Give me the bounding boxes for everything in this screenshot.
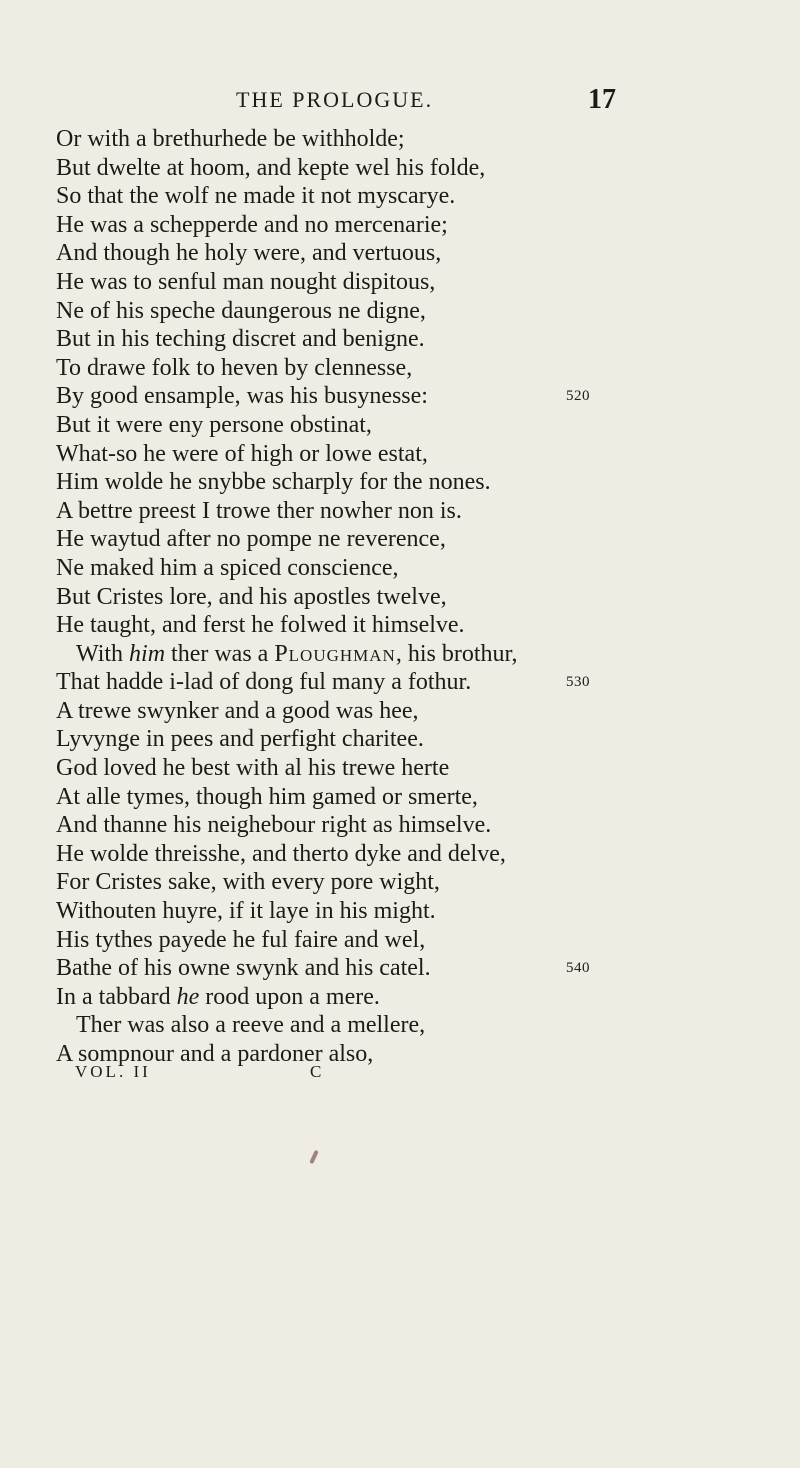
verse-text: He wolde threisshe, and therto dyke and delve,: [56, 840, 506, 867]
verse-line: [56, 325, 696, 354]
verse-text: Ther was also a reeve and a mellere,: [76, 1012, 426, 1039]
verse-line: [56, 354, 696, 383]
verse-line: [56, 554, 696, 583]
running-title: THE PROLOGUE.: [236, 87, 434, 112]
verse-line: [56, 725, 696, 754]
verse-line: [56, 811, 696, 840]
line-number: 530: [566, 674, 590, 691]
verse-line: [56, 239, 696, 268]
verse-text: By good ensample, was his busynesse:: [56, 383, 428, 410]
verse-block: [56, 125, 696, 1069]
verse-text: But Cristes lore, and his apostles twelve,: [56, 583, 447, 610]
verse-text: That hadde i-lad of dong ful many a fothur.: [56, 669, 472, 696]
verse-text: For Cristes sake, with every pore wight,: [56, 869, 440, 896]
verse-text: A bettre preest I trowe ther nowher non is.: [56, 497, 462, 524]
verse-line: [56, 640, 696, 669]
verse-line: [56, 268, 696, 297]
verse-text: Bathe of his owne swynk and his catel.: [56, 955, 431, 982]
verse-line: [56, 211, 696, 240]
verse-line: [56, 840, 696, 869]
verse-line: [56, 468, 696, 497]
verse-line: [56, 668, 696, 697]
verse-text: But dwelte at hoom, and kepte wel his folde,: [56, 154, 486, 181]
verse-line: [56, 1040, 696, 1069]
verse-text: A trewe swynker and a good was hee,: [56, 697, 419, 724]
ink-stain: [309, 1150, 319, 1164]
volume-signature: VOL. II: [75, 1062, 151, 1081]
verse-text: With him ther was a Ploughman, his brothur,: [76, 640, 518, 667]
verse-line: [56, 1011, 696, 1040]
verse-text: Him wolde he snybbe scharply for the nones.: [56, 469, 491, 496]
verse-text: A sompnour and a pardoner also,: [56, 1041, 374, 1067]
verse-line: [56, 525, 696, 554]
verse-line: [56, 154, 696, 183]
verse-text: He waytud after no pompe ne reverence,: [56, 526, 446, 553]
verse-line: [56, 411, 696, 440]
verse-line: [56, 125, 696, 154]
verse-line: [56, 440, 696, 469]
verse-text: He was to senful man nought dispitous,: [56, 268, 436, 295]
verse-line: [56, 783, 696, 812]
verse-text: At alle tymes, though him gamed or smerte,: [56, 783, 478, 810]
verse-line: [56, 697, 696, 726]
line-number: 520: [566, 388, 590, 405]
verse-line: [56, 182, 696, 211]
verse-line: [56, 611, 696, 640]
verse-text: Ne maked him a spiced conscience,: [56, 554, 399, 581]
verse-text: God loved he best with al his trewe herte: [56, 755, 450, 782]
verse-line: [56, 497, 696, 526]
verse-text: He was a schepperde and no mercenarie;: [56, 211, 448, 238]
verse-text: But in his teching discret and benigne.: [56, 326, 425, 353]
verse-line: [56, 382, 696, 411]
verse-text: His tythes payede he ful faire and wel,: [56, 926, 426, 953]
verse-text: Or with a brethurhede be withholde;: [56, 126, 405, 152]
verse-text: In a tabbard he rood upon a mere.: [56, 983, 380, 1010]
signature-mark: C: [310, 1062, 322, 1081]
verse-line: [56, 954, 696, 983]
verse-text: To drawe folk to heven by clennesse,: [56, 354, 413, 381]
verse-line: [56, 868, 696, 897]
verse-line: [56, 897, 696, 926]
verse-text: So that the wolf ne made it not myscarye.: [56, 183, 456, 210]
verse-text: Lyvynge in pees and perfight charitee.: [56, 726, 424, 753]
verse-line: [56, 926, 696, 955]
verse-text: Ne of his speche daungerous ne digne,: [56, 297, 426, 324]
verse-line: [56, 983, 696, 1012]
verse-text: What-so he were of high or lowe estat,: [56, 440, 428, 467]
verse-line: [56, 297, 696, 326]
verse-text: And though he holy were, and vertuous,: [56, 240, 442, 267]
page-number: 17: [588, 84, 616, 115]
verse-text: And thanne his neighebour right as himselve.: [56, 812, 492, 839]
verse-line: [56, 754, 696, 783]
verse-text: But it were eny persone obstinat,: [56, 411, 372, 438]
verse-text: Withouten huyre, if it laye in his might.: [56, 898, 436, 925]
line-number: 540: [566, 960, 590, 977]
verse-text: He taught, and ferst he folwed it himselve.: [56, 612, 465, 639]
verse-line: [56, 583, 696, 612]
